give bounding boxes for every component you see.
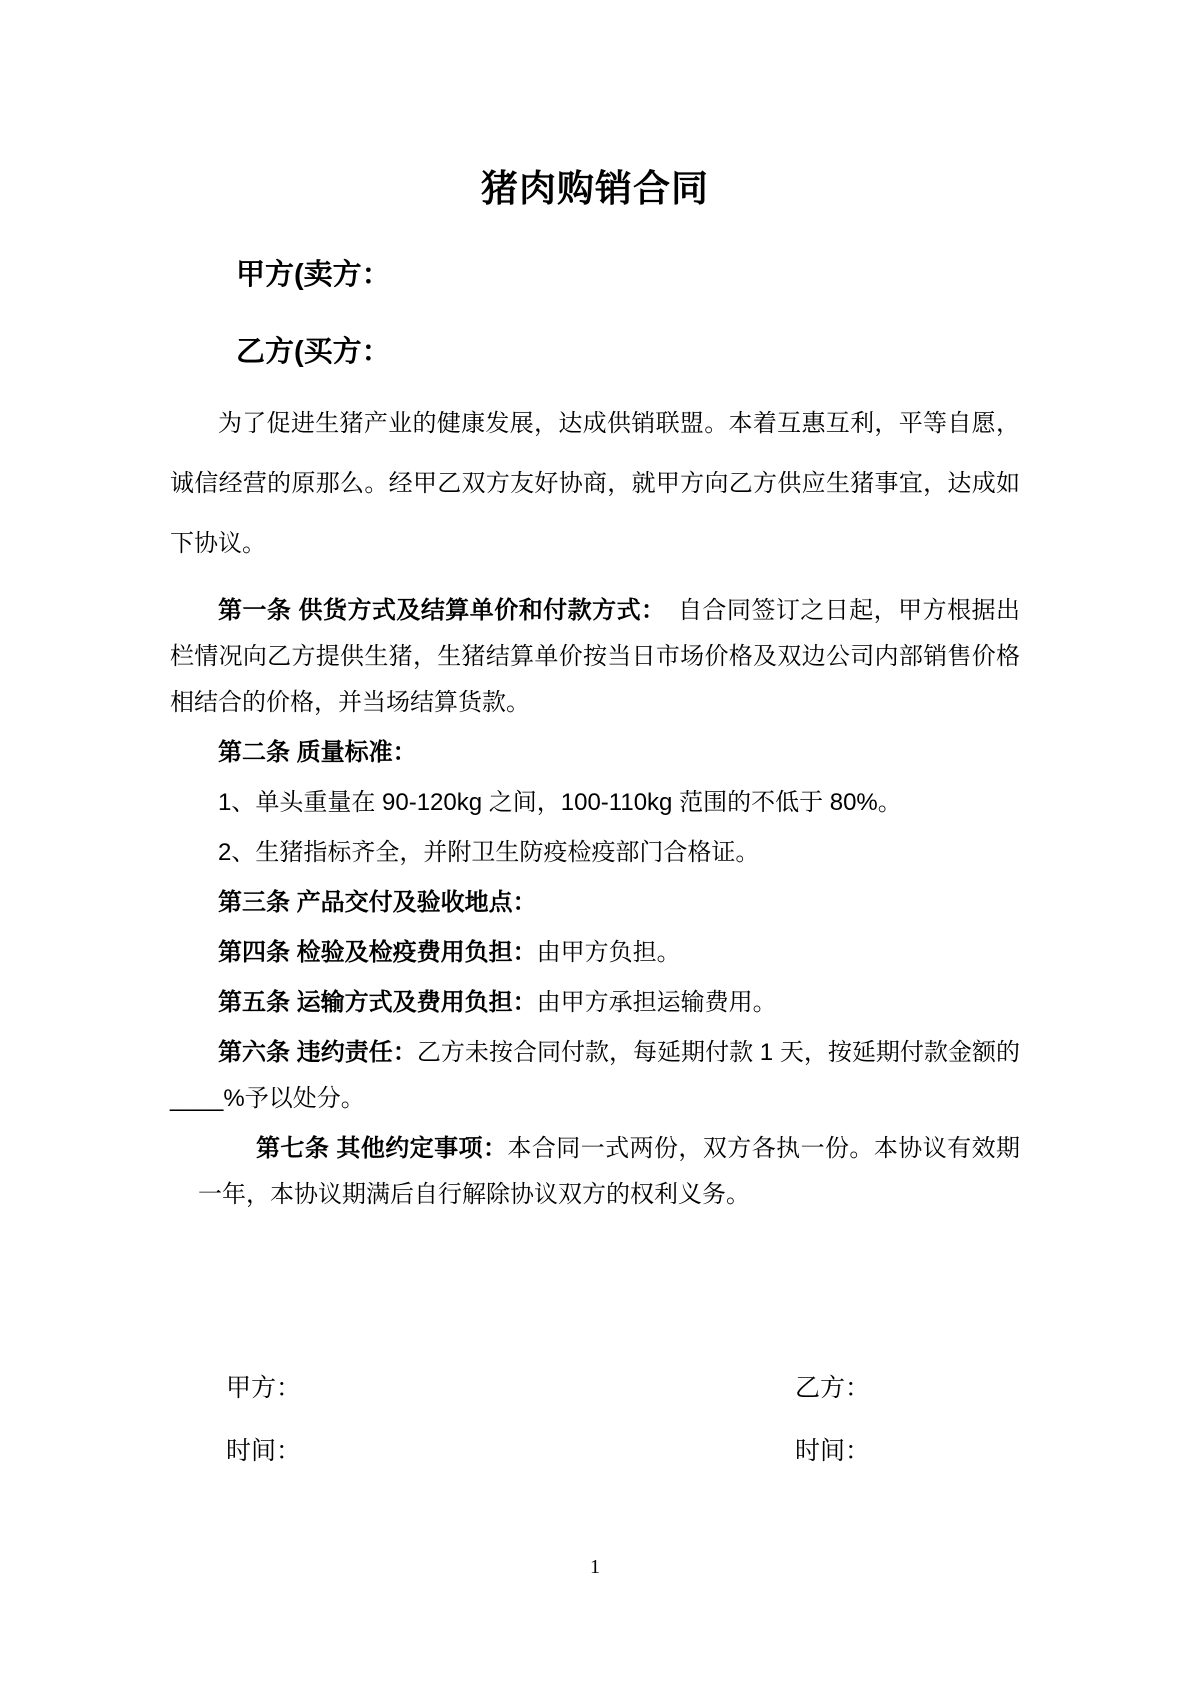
clause-3 xyxy=(170,880,1020,926)
clause-5 xyxy=(170,980,1020,1026)
clause-4-body: 由甲方负担。 xyxy=(536,939,681,966)
clause-2 xyxy=(170,730,1020,776)
clause-1 xyxy=(170,588,1020,726)
clause-5-heading: 第五条 运输方式及费用负担： xyxy=(218,989,537,1016)
clause-6-heading: 第六条 违约责任： xyxy=(218,1039,417,1066)
clause-2-heading: 第二条 质量标准： xyxy=(218,739,417,766)
clause-2-item-2: 2、生猪指标齐全，并附卫生防疫检疫部门合格证。 xyxy=(218,839,760,866)
clause-7-body: 本合同一式两份，双方各执一份。本协议有效期一年，本协议期满后自行解除协议双方的权利义务。 xyxy=(198,1135,1021,1208)
signature-block xyxy=(170,1368,1020,1467)
clause-6 xyxy=(170,1030,1020,1122)
clauses-section xyxy=(170,588,1020,1218)
page-number: 1 xyxy=(590,1556,600,1578)
clause-4 xyxy=(170,930,1020,976)
signature-row-parties xyxy=(170,1368,1020,1404)
clause-4-heading: 第四条 检验及检疫费用负担： xyxy=(218,939,537,966)
document-title: 猪肉购销合同 xyxy=(481,168,709,209)
clause-3-heading: 第三条 产品交付及验收地点： xyxy=(218,889,537,916)
clause-6-body: 乙方未按合同付款，每延期付款 1 天，按延期付款金额的____%予以处分。 xyxy=(170,1039,1020,1112)
clause-1-heading: 第一条 供货方式及结算单价和付款方式： xyxy=(218,597,654,624)
page-content xyxy=(170,0,1020,1467)
signature-time-a-label: 时间： xyxy=(226,1437,302,1465)
clause-7 xyxy=(170,1126,1020,1218)
signature-row-dates xyxy=(170,1431,1020,1467)
party-a-line: 甲方(卖方： xyxy=(236,259,391,291)
clause-1-body: 自合同签订之日起，甲方根据出栏情况向乙方提供生猪，生猪结算单价按当日市场价格及双边公司内部销售价格相结合的价格，并当场结算货款。 xyxy=(170,597,1021,716)
signature-time-b-label: 时间： xyxy=(795,1437,871,1465)
clause-2-item-1: 1、单头重量在 90-120kg 之间，100-110kg 范围的不低于 80%。 xyxy=(218,789,902,816)
preamble-paragraph: 为了促进生猪产业的健康发展，达成供销联盟。本着互惠互利，平等自愿，诚信经营的原那么。经甲乙双方友好协商，就甲方向乙方供应生猪事宜，达成如下协议。 xyxy=(170,410,1020,557)
signature-party-a-label: 甲方： xyxy=(226,1374,302,1402)
party-b-line: 乙方(买方： xyxy=(236,336,391,368)
signature-party-b-label: 乙方： xyxy=(795,1374,871,1402)
clause-5-body: 由甲方承担运输费用。 xyxy=(536,989,777,1016)
clause-7-heading: 第七条 其他约定事项： xyxy=(256,1135,508,1162)
